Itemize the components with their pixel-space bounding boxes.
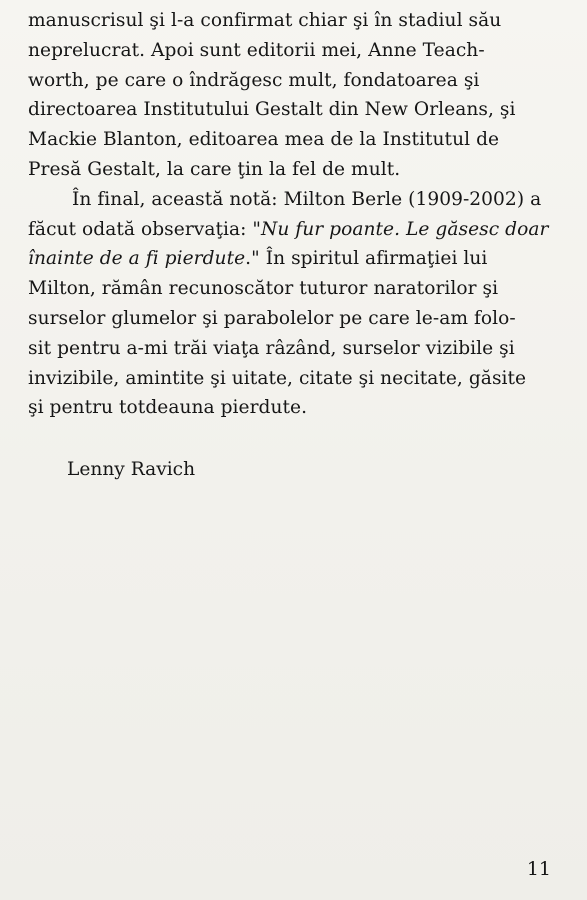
quote-italic: Nu fur poante. Le găsesc doar <box>261 218 549 240</box>
text-line: directoarea Institutului Gestalt din New Orleans, şi <box>28 99 516 121</box>
text-line: Milton, rămân recunoscător tuturor naratorilor şi <box>28 278 499 300</box>
text-line: manuscrisul şi l-a confirmat chiar şi în stadiul său <box>28 10 502 31</box>
text-line: worth, pe care o îndrăgesc mult, fondatoarea şi <box>28 69 480 91</box>
page-number: 11 <box>526 858 551 880</box>
body-text <box>28 6 558 423</box>
author-signature: Lenny Ravich <box>67 459 196 480</box>
text-line <box>28 215 558 245</box>
text-line: surselor glumelor şi parabolelor pe care le-am folo- <box>28 307 516 329</box>
text-line: neprelucrat. Apoi sunt editorii mei, Anne Teach- <box>28 39 485 61</box>
text-line: În final, această notă: Milton Berle (1909-2002) a <box>72 188 542 210</box>
text-line: Mackie Blanton, editoarea mea de la Institutul de <box>28 129 500 151</box>
text-line: şi pentru totdeauna pierdute. <box>28 397 308 419</box>
text-line <box>28 244 558 274</box>
text-span: ." În spiritul afirmaţiei lui <box>245 248 488 270</box>
text-line: Presă Gestalt, la care ţin la fel de mult. <box>28 158 401 180</box>
quote-italic: înainte de a fi pierdute <box>28 248 246 270</box>
text-line: sit pentru a-mi trăi viaţa râzând, surselor vizibile şi <box>28 337 515 359</box>
text-line: invizibile, amintite şi uitate, citate şi necitate, găsite <box>28 367 527 389</box>
text-span: făcut odată observaţia: " <box>28 218 261 240</box>
